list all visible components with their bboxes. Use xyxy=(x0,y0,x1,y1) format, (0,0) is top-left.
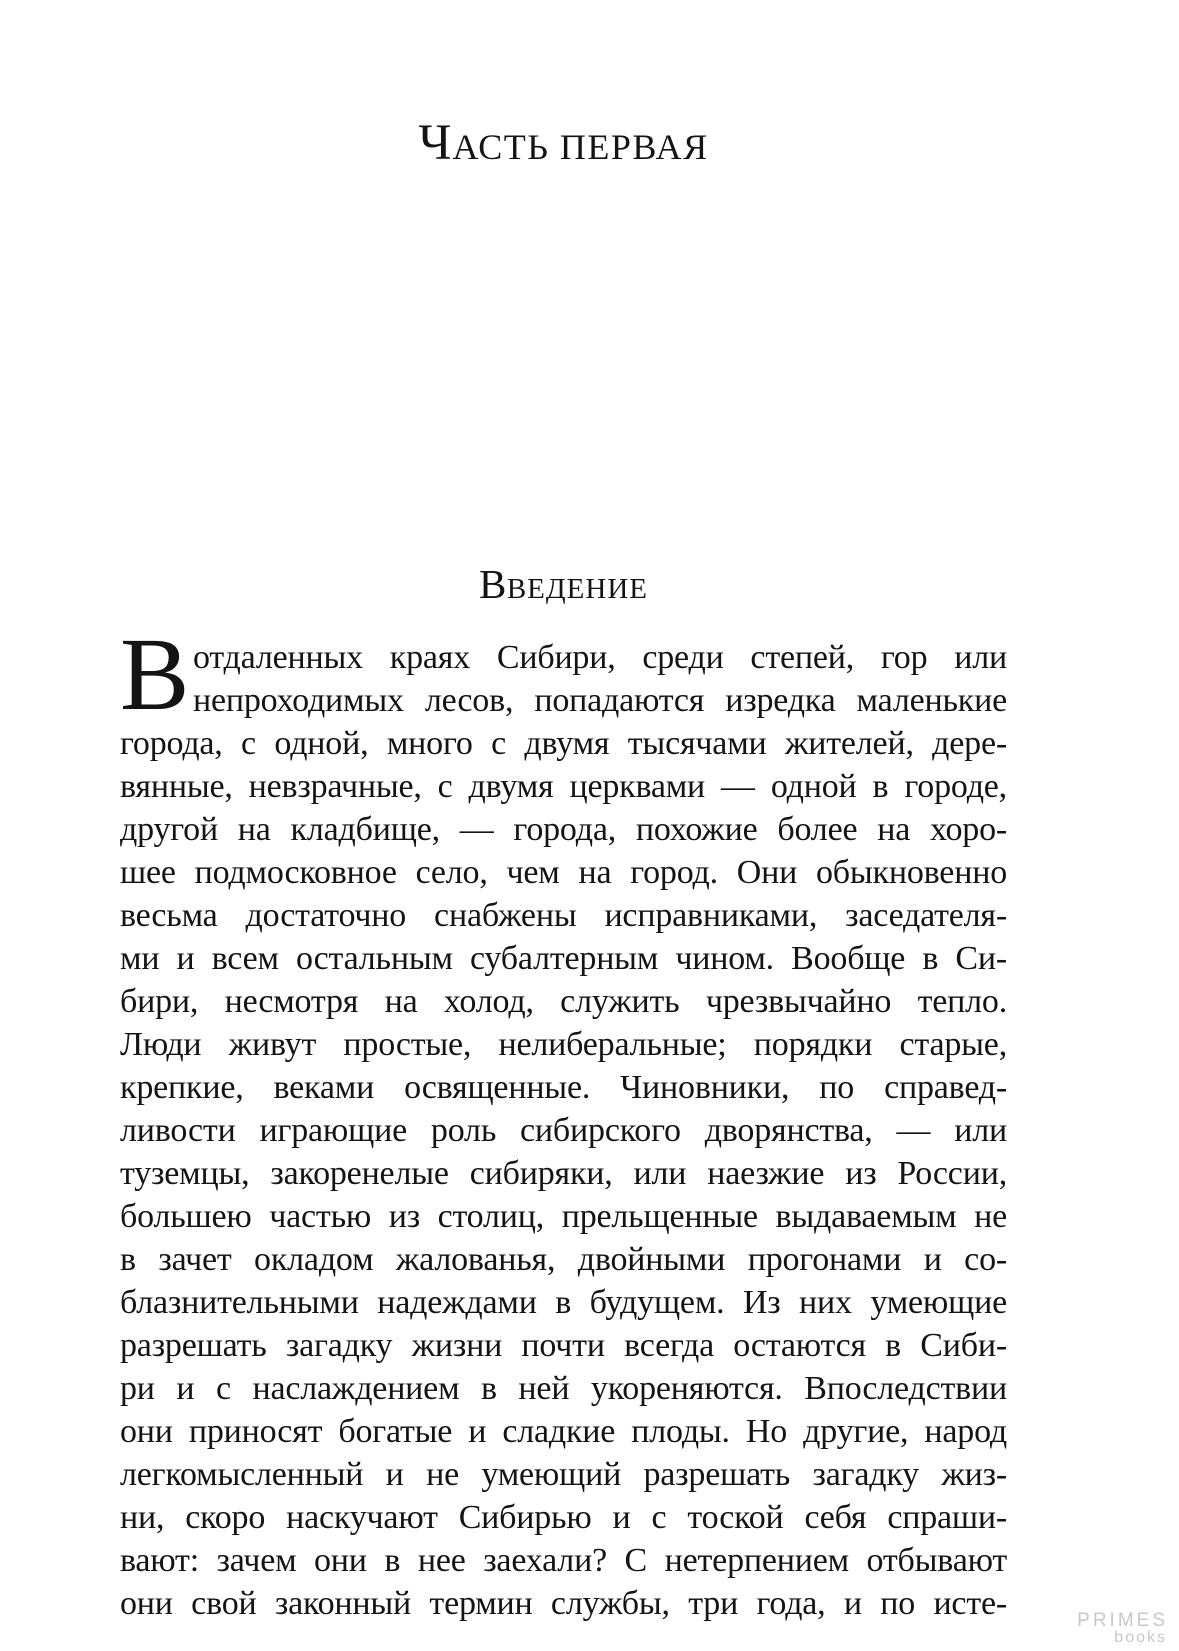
body-line: ми и всем остальным субалтерным чином. Вообще в Си- xyxy=(120,940,1007,977)
introduction-paragraph xyxy=(120,617,1007,1625)
chapter-heading-initial: В xyxy=(478,561,507,607)
part-heading-rest: АСТЬ ПЕРВАЯ xyxy=(452,127,709,167)
body-line: отдаленных краях Сибири, среди степей, гор или xyxy=(193,639,1007,676)
body-line: города, с одной, много с двумя тысячами жителей, дере- xyxy=(120,725,1007,762)
body-line: бири, несмотря на холод, служить чрезвычайно тепло. xyxy=(120,983,1007,1020)
body-line: блазнительными надеждами в будущем. Из них умеющие xyxy=(120,1284,1007,1321)
part-heading-initial: Ч xyxy=(418,115,453,171)
watermark-primes-text: PRIMES xyxy=(1077,1610,1168,1631)
body-line: ливости играющие роль сибирского дворянства, — или xyxy=(120,1112,1007,1149)
body-line: шее подмосковное село, чем на город. Они обыкновенно xyxy=(120,854,1007,891)
body-line: весьма достаточно снабжены исправниками, заседателя- xyxy=(120,897,1007,934)
body-line: они приносят богатые и сладкие плоды. Но другие, народ xyxy=(120,1413,1007,1450)
body-line: туземцы, закоренелые сибиряки, или наезжие из России, xyxy=(120,1155,1007,1192)
body-line: непроходимых лесов, попадаются изредка маленькие xyxy=(193,682,1007,719)
body-line: вают: зачем они в нее заехали? С нетерпением отбывают xyxy=(120,1542,1007,1579)
publisher-watermark xyxy=(1077,1611,1168,1646)
body-line: Люди живут простые, нелиберальные; порядки старые, xyxy=(120,1026,1007,1063)
body-line: ри и с наслаждением в ней укореняются. Впоследствии xyxy=(120,1370,1007,1407)
body-line: большею частью из столиц, прельщенные выдаваемым не xyxy=(120,1198,1007,1235)
body-line: ни, скоро наскучают Сибирью и с тоской себя спраши- xyxy=(120,1499,1007,1536)
chapter-heading-rest: ВЕДЕНИЕ xyxy=(506,573,648,605)
body-line: легкомысленный и не умеющий разрешать загадку жиз- xyxy=(120,1456,1007,1493)
drop-cap: В xyxy=(120,617,190,732)
part-heading xyxy=(120,115,1007,171)
body-line: крепкие, веками освященные. Чиновники, по справед- xyxy=(120,1069,1007,1106)
body-line: вянные, невзрачные, с двумя церквами — одной в городе, xyxy=(120,768,1007,805)
body-line: разрешать загадку жизни почти всегда остаются в Сиби- xyxy=(120,1327,1007,1364)
body-line: они свой законный термин службы, три года, и по исте- xyxy=(120,1585,1007,1622)
body-line: в зачет окладом жалованья, двойными прогонами и со- xyxy=(120,1241,1007,1278)
body-line: другой на кладбище, — города, похожие более на хоро- xyxy=(120,811,1007,848)
chapter-heading xyxy=(120,561,1007,607)
watermark-books-text: books xyxy=(1114,1629,1167,1646)
